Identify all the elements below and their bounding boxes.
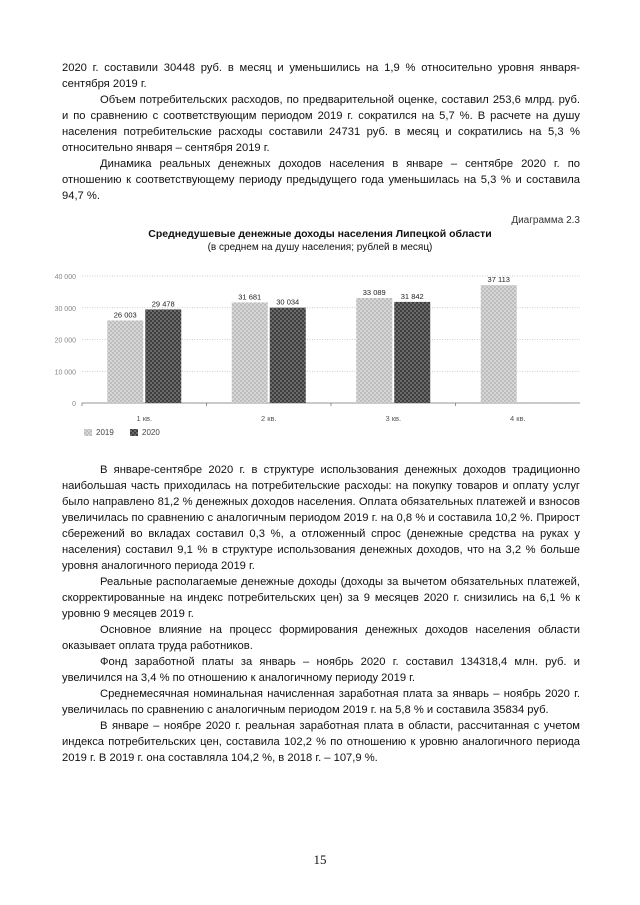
y-tick-label: 20 000 <box>54 337 76 345</box>
data-label: 30 034 <box>276 297 300 307</box>
chart-title: Среднедушевые денежные доходы населения Липецкой области <box>148 228 492 240</box>
top-text-block <box>62 60 580 204</box>
paragraph-5: Реальные располагаемые денежные доходы (доходы за вычетом обязательных платежей, скорректированные на индекс потребительских цен) за 9 месяцев 2020 г. снизились на 6,1 % к уровню 9 месяцев 2019 г. <box>62 576 580 620</box>
data-label: 31 681 <box>238 292 262 302</box>
data-label: 33 089 <box>362 287 386 297</box>
x-tick-label: 3 кв. <box>385 414 402 423</box>
legend-label: 2019 <box>96 428 114 437</box>
paragraph-2: Объем потребительских расходов, по предварительной оценке, составил 253,6 млрд. руб. и по сравнению с соответствующим периодом 2019 г. сократился на 5,7 %. В расчете на душу населения потребительские расходы составили 24731 руб. в месяц и сократились на 5,3 % относительно января – сентября 2019 г. <box>62 94 580 154</box>
chart-subtitle: (в среднем на душу населения; рублей в месяц) <box>207 242 433 253</box>
paragraph-8: Среднемесячная номинальная начисленная заработная плата за январь – ноябрь 2020 г. увеличилась по сравнению с аналогичным периодом 2019 г. на 5,8 % и составила 35834 руб. <box>62 688 580 716</box>
diagram-label: Диаграмма 2.3 <box>511 215 580 226</box>
legend-swatch-2019 <box>84 429 92 436</box>
data-label: 37 113 <box>487 275 510 285</box>
bar-2019-3 <box>356 298 392 403</box>
x-tick-label: 4 кв. <box>509 414 526 423</box>
y-tick-label: 10 000 <box>54 369 76 377</box>
bar-2019-4 <box>481 285 517 403</box>
bar-2020-1 <box>145 309 181 403</box>
y-tick-label: 0 <box>72 401 76 408</box>
paragraph-9: В январе – ноябре 2020 г. реальная заработная плата в области, рассчитанная с учетом индекса потребительских цен, составила 102,2 % по отношению к уровню аналогичного периода 2019 г. В 2019 г. она составляла 104,2 %, в 2018 г. – 107,9 %. <box>62 720 580 764</box>
legend-swatch-2020 <box>130 429 138 436</box>
bar-2019-1 <box>107 320 143 403</box>
bar-2020-3 <box>394 302 430 403</box>
paragraph-1: 2020 г. составили 30448 руб. в месяц и уменьшились на 1,9 % относительно уровня января-сентября 2019 г. <box>62 62 580 90</box>
paragraph-6: Основное влияние на процесс формирования денежных доходов населения области оказывает оплата труда работников. <box>62 624 580 652</box>
y-tick-label: 30 000 <box>54 305 76 313</box>
legend-label: 2020 <box>142 428 160 437</box>
paragraph-7: Фонд заработной платы за январь – ноябрь 2020 г. составил 134318,4 млн. руб. и увеличился на 3,4 % по отношению к аналогичному периоду 2019 г. <box>62 656 580 684</box>
y-tick-label: 40 000 <box>54 274 76 281</box>
paragraph-4: В январе-сентябре 2020 г. в структуре использования денежных доходов традиционно наибольшая часть приходилась на потребительские расходы: на покупку товаров и оплату услуг было направлено 81,2 % денежных доходов населения. Оплата обязательных платежей и взносов увеличилась по сравнению с аналогичным периодом 2019 г. на 0,8 % и составила 10,2 %. Прирост сбережений во вкладах составил 0,3 %, а отложенный спрос (денежные средства на руках у населения) составил 9,1 % в структуре использования денежных доходов, что на 3,2 % больше уровня аналогичного периода 2019 г. <box>62 464 580 572</box>
paragraph-3: Динамика реальных денежных доходов населения в январе – сентябре 2020 г. по отношению к соответствующему периоду предыдущего года уменьшилась на 5,3 % и составила 94,7 %. <box>62 158 580 202</box>
bar-2019-2 <box>232 302 268 403</box>
bar-chart <box>0 260 640 450</box>
x-tick-label: 2 кв. <box>260 414 277 423</box>
data-label: 31 842 <box>400 291 424 301</box>
page-number: 15 <box>313 852 327 867</box>
bottom-text-block <box>62 462 580 766</box>
bar-2020-2 <box>270 308 306 403</box>
data-label: 26 003 <box>113 310 137 320</box>
data-label: 29 478 <box>151 299 175 309</box>
x-tick-label: 1 кв. <box>136 414 153 423</box>
